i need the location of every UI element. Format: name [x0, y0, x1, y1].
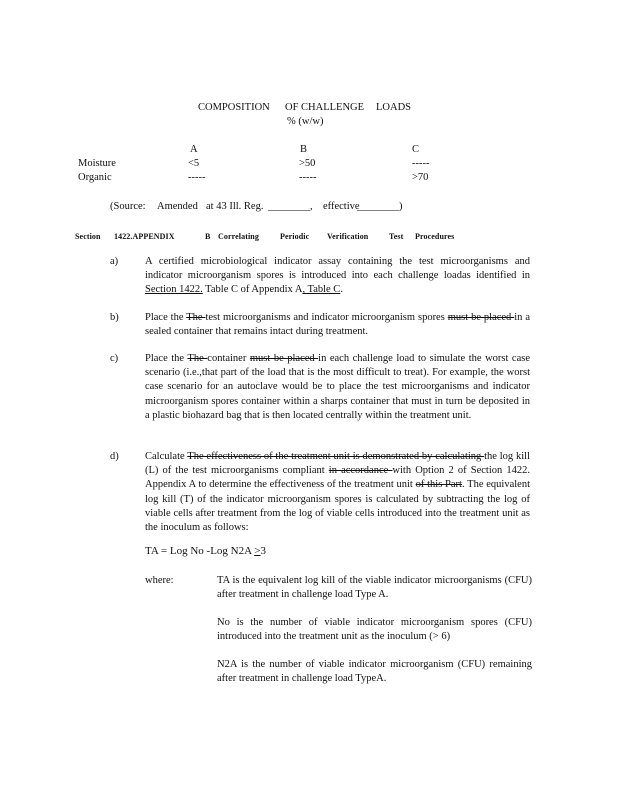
row-label-moisture: Moisture — [78, 158, 116, 169]
item-d-label: d) — [110, 451, 119, 462]
item-a-text: A certified microbiological indicator assay containing the test microorganisms and indicator microorganism spores is introduced into each challenge loadas identified in Section 1422. Table C of Appendix A, Table C. — [145, 256, 530, 296]
row-label-organic: Organic — [78, 172, 112, 183]
heading-verification: Verification — [327, 232, 369, 241]
title-units: % (w/w) — [287, 116, 324, 127]
source-effective: effective — [323, 201, 360, 212]
column-header-c: C — [412, 144, 420, 155]
deleted-text: The effectiveness of the treatment unit is demonstrated by calculating — [187, 451, 485, 462]
heading-section: Section — [75, 232, 101, 241]
definition-ta: TA is the equivalent log kill of the viable indicator microorganisms (CFU) after treatment in challenge load Type A. — [217, 575, 532, 601]
item-b-text: Place the The test microorganisms and indicator microorganism spores must be placed in a sealed container that remains intact during treatment. — [145, 312, 530, 338]
source-amended: Amended — [157, 201, 198, 212]
where-label: where: — [145, 575, 174, 586]
heading-correlating: Correlating — [218, 232, 259, 241]
definition-no: No is the number of viable indicator microorganism spores (CFU) introduced into the treatment unit as the inoculum (> 6) — [217, 617, 532, 643]
inserted-text: , Table C — [302, 284, 341, 296]
source-prefix: (Source: — [110, 201, 146, 212]
organic-value-c: >70 — [412, 172, 429, 183]
inserted-text: Section 1422. — [145, 284, 203, 296]
title-composition: COMPOSITION — [198, 102, 270, 113]
item-d-text: Calculate The effectiveness of the treatment unit is demonstrated by calculating the log kill (L) of the test microorganisms compliant in accordance with Option 2 of Section 1422. Appendix A to determine the effectiveness of the treatment unit of this Part. The equivalent log kill (T) of the indicator microorganism spores is calculated by subtracting the log of viable cells after treatment from the log of viable cells introduced into the treatment unit as the inoculum as follows: — [145, 451, 530, 534]
column-header-a: A — [190, 144, 198, 155]
deleted-text: The — [186, 312, 206, 323]
definition-n2a: N2A is the number of viable indicator microorganism (CFU) remaining after treatment in challenge load TypeA. — [217, 659, 532, 685]
organic-value-a: ----- — [188, 172, 206, 183]
deleted-text: in accordance — [328, 465, 393, 477]
heading-appendix: 1422.APPENDIX — [114, 232, 175, 241]
deleted-text: must be placed — [447, 312, 515, 323]
item-b-label: b) — [110, 312, 119, 323]
moisture-value-b: >50 — [299, 158, 316, 169]
item-c-text: Place the The container must be placed in each challenge load to simulate the worst case scenario (i.e.,that part of the load that is the most difficult to treat). For example, the worst case scenario for an autoclave would be to place the test microorganisms and indicator microorganism spores container within a sharps container that must in turn be deposited in a plastic biohazard bag that is then located centrally within the treatment unit. — [145, 353, 531, 421]
deleted-text: must be placed — [249, 353, 319, 364]
heading-b: B — [205, 232, 211, 241]
heading-periodic: Periodic — [280, 232, 310, 241]
item-a-label: a) — [110, 256, 119, 267]
source-register: at 43 Ill. Reg. — [206, 201, 264, 212]
formula: TA = Log No -Log N2A >3 — [145, 545, 266, 557]
deleted-text: of this Part — [415, 479, 462, 491]
moisture-value-a: <5 — [188, 158, 200, 169]
source-blank-2: ________) — [357, 201, 403, 212]
item-c-label: c) — [110, 353, 119, 364]
source-blank-1: ________, — [268, 201, 313, 212]
deleted-text: The — [187, 353, 208, 364]
moisture-value-c: ----- — [412, 158, 430, 169]
title-of-challenge: OF CHALLENGE — [285, 102, 365, 113]
organic-value-b: ----- — [299, 172, 317, 183]
title-loads: LOADS — [376, 102, 412, 113]
heading-test: Test — [389, 232, 404, 241]
heading-procedures: Procedures — [415, 232, 455, 241]
column-header-b: B — [300, 144, 308, 155]
